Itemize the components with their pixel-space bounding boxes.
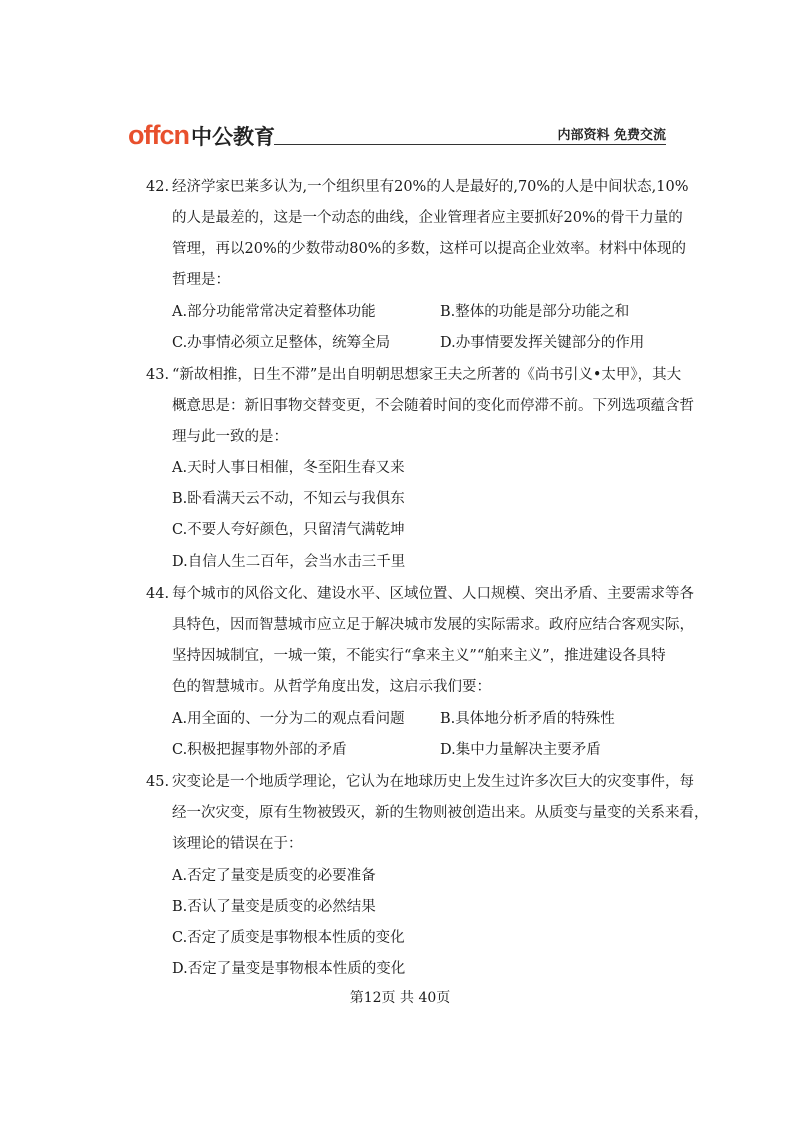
option-a: A.用全面的、一分为二的观点看问题 <box>172 711 405 727</box>
question-text-line: 哲理是： <box>172 272 230 288</box>
question-text-line: 坚持因城制宜，一城一策，不能实行“拿来主义”“舶来主义”，推进建设各具特 <box>172 648 666 664</box>
option-c: C.办事情必须立足整体，统筹全局 <box>172 335 391 351</box>
option-a: A.部分功能常常决定着整体功能 <box>172 304 376 320</box>
question-number: 44. <box>146 586 170 602</box>
option-d: D.自信人生二百年，会当水击三千里 <box>172 554 406 570</box>
question-number: 45. <box>146 774 170 790</box>
page-header <box>128 120 666 150</box>
option-d: D.办事情要发挥关键部分的作用 <box>440 335 645 351</box>
option-c: C.积极把握事物外部的矛盾 <box>172 742 347 758</box>
question-text-line: 色的智慧城市。从哲学角度出发，这启示我们要： <box>172 679 491 695</box>
question-text-line: 的人是最差的，这是一个动态的曲线，企业管理者应主要抓好20%的骨干力量的 <box>172 210 683 226</box>
logo-text-cn: 中公教育 <box>190 125 275 149</box>
question-number: 43. <box>146 367 170 383</box>
question-text-line: 该理论的错误在于： <box>172 836 303 852</box>
question-text-line: 概意思是：新旧事物交替变更，不会随着时间的变化而停滞不前。下列选项蕴含哲 <box>172 398 694 414</box>
question-text-line: 每个城市的风俗文化、建设水平、区域位置、人口规模、突出矛盾、主要需求等各 <box>172 586 694 602</box>
question-text-line: 灾变论是一个地质学理论，它认为在地球历史上发生过许多次巨大的灾变事件，每 <box>172 774 694 790</box>
option-a: A.否定了量变是质变的必要准备 <box>172 868 376 884</box>
question-number: 42. <box>146 179 170 195</box>
option-d: D.集中力量解决主要矛盾 <box>440 742 601 758</box>
question-text-line: “新故相推，日生不滞”是出自明朝思想家王夫之所著的《尚书引义•太甲》，其大 <box>172 367 682 383</box>
option-c: C.否定了质变是事物根本性质的变化 <box>172 930 405 946</box>
question-text-line: 具特色，因而智慧城市应立足于解决城市发展的实际需求。政府应结合客观实际， <box>172 617 694 633</box>
question-text-line: 管理，再以20%的少数带动80%的多数，这样可以提高企业效率。材料中体现的 <box>172 241 686 257</box>
offcn-logo <box>128 120 275 150</box>
question-text-line: 经济学家巴莱多认为,一个组织里有20%的人是最好的,70%的人是中间状态,10% <box>172 179 689 195</box>
option-d: D.否定了量变是事物根本性质的变化 <box>172 961 406 977</box>
question-text-line: 经一次灾变，原有生物被毁灭，新的生物则被创造出来。从质变与量变的关系来看， <box>172 805 709 821</box>
option-b: B.否认了量变是质变的必然结果 <box>172 899 376 915</box>
option-a: A.天时人事日相催，冬至阳生春又来 <box>172 460 405 476</box>
logo-text-en: offcn <box>128 120 189 150</box>
option-b: B.具体地分析矛盾的特殊性 <box>440 711 615 727</box>
header-divider <box>274 144 666 145</box>
page-footer: 第12页 共 40页 <box>349 990 451 1006</box>
header-note: 内部资料 免费交流 <box>551 124 666 143</box>
option-b: B.卧看满天云不动，不知云与我俱东 <box>172 491 405 507</box>
option-c: C.不要人夸好颜色，只留清气满乾坤 <box>172 522 405 538</box>
option-b: B.整体的功能是部分功能之和 <box>440 304 630 320</box>
question-text-line: 理与此一致的是： <box>172 429 288 445</box>
